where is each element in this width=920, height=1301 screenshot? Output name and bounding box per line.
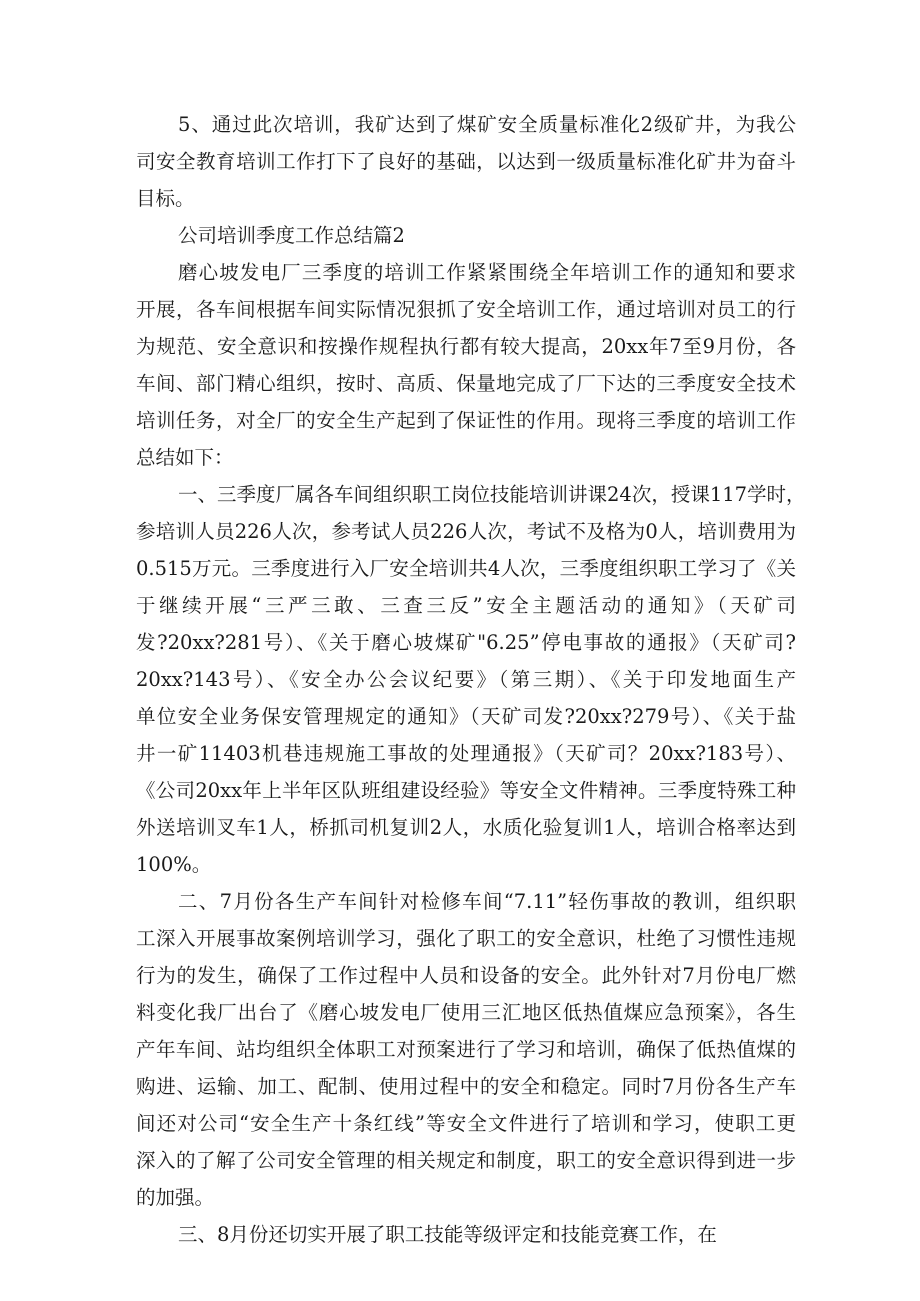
paragraph-3 — [136, 476, 806, 883]
text-line: 为规范、安全意识和按操作规程执行都有较大提高，20xx年7至9月份，各 — [136, 335, 796, 358]
text-line: 参培训人员226人次，参考试人员226人次，考试不及格为0人，培训费用为 — [136, 520, 796, 543]
paragraph-2 — [136, 254, 796, 476]
text-line: 20xx?143号）、《安全办公会议纪要》（第三期）、《关于印发地面生产 — [136, 668, 796, 691]
text-line: 深入的了解了公司安全管理的相关规定和制度，职工的安全意识得到进一步 — [136, 1149, 796, 1172]
document-body — [136, 106, 806, 1253]
text-line: 磨心坡发电厂三季度的培训工作紧紧围绕全年培训工作的通知和要求 — [178, 261, 796, 284]
text-line: 井一矿11403机巷违规施工事故的处理通报》（天矿司？20xx?183号）、 — [136, 742, 796, 765]
text-line: 总结如下： — [136, 446, 234, 469]
text-line: 三、8月份还切实开展了职工技能等级评定和技能竞赛工作，在 — [178, 1223, 717, 1246]
text-line: 发?20xx?281号）、《关于磨心坡煤矿"6.25”停电事故的通报》（天矿司? — [136, 631, 796, 654]
text-line: 一、三季度厂属各车间组织职工岗位技能培训讲课24次，授课117学时， — [178, 483, 806, 506]
text-line: 单位安全业务保安管理规定的通知》（天矿司发?20xx?279号）、《关于盐 — [136, 705, 796, 728]
text-line: 行为的发生，确保了工作过程中人员和设备的安全。此外针对7月份电厂燃 — [136, 964, 796, 987]
text-line: 目标。 — [136, 187, 195, 210]
text-line: 《公司20xx年上半年区队班组建设经验》等安全文件精神。三季度特殊工种 — [136, 779, 796, 802]
text-line: 司安全教育培训工作打下了良好的基础，以达到一级质量标准化矿井为奋斗 — [136, 150, 796, 173]
text-line: 外送培训叉车1人，桥抓司机复训2人，水质化验复训1人，培训合格率达到 — [136, 816, 796, 839]
text-line: 车间、部门精心组织，按时、高质、保量地完成了厂下达的三季度安全技术 — [136, 372, 796, 395]
section-heading — [136, 217, 796, 254]
text-line: 5、通过此次培训，我矿达到了煤矿安全质量标准化2级矿井，为我公 — [178, 113, 796, 136]
text-line: 料变化我厂出台了《磨心坡发电厂使用三汇地区低热值煤应急预案》，各生 — [136, 1001, 796, 1024]
paragraph-5 — [136, 1216, 796, 1253]
text-line: 工深入开展事故案例培训学习，强化了职工的安全意识，杜绝了习惯性违规 — [136, 927, 796, 950]
text-line: 100%。 — [136, 853, 212, 876]
text-line: 开展，各车间根据车间实际情况狠抓了安全培训工作，通过培训对员工的行 — [136, 298, 796, 321]
paragraph-4 — [136, 883, 796, 1216]
text-line: 培训任务，对全厂的安全生产起到了保证性的作用。现将三季度的培训工作 — [136, 409, 796, 432]
text-line: 于继续开展“三严三敢、三查三反”安全主题活动的通知》（天矿司 — [136, 594, 796, 617]
text-line: 购进、运输、加工、配制、使用过程中的安全和稳定。同时7月份各生产车 — [136, 1075, 796, 1098]
text-line: 0.515万元。三季度进行入厂安全培训共4人次，三季度组织职工学习了《关 — [136, 557, 796, 580]
paragraph-1 — [136, 106, 796, 217]
text-line: 间还对公司“安全生产十条红线”等安全文件进行了培训和学习，使职工更 — [136, 1112, 796, 1135]
text-line: 的加强。 — [136, 1186, 215, 1209]
text-line: 二、7月份各生产车间针对检修车间“7.11”轻伤事故的教训，组织职 — [178, 890, 796, 913]
text-line: 产年车间、站均组织全体职工对预案进行了学习和培训，确保了低热值煤的 — [136, 1038, 796, 1061]
heading-text: 公司培训季度工作总结篇2 — [178, 224, 405, 247]
